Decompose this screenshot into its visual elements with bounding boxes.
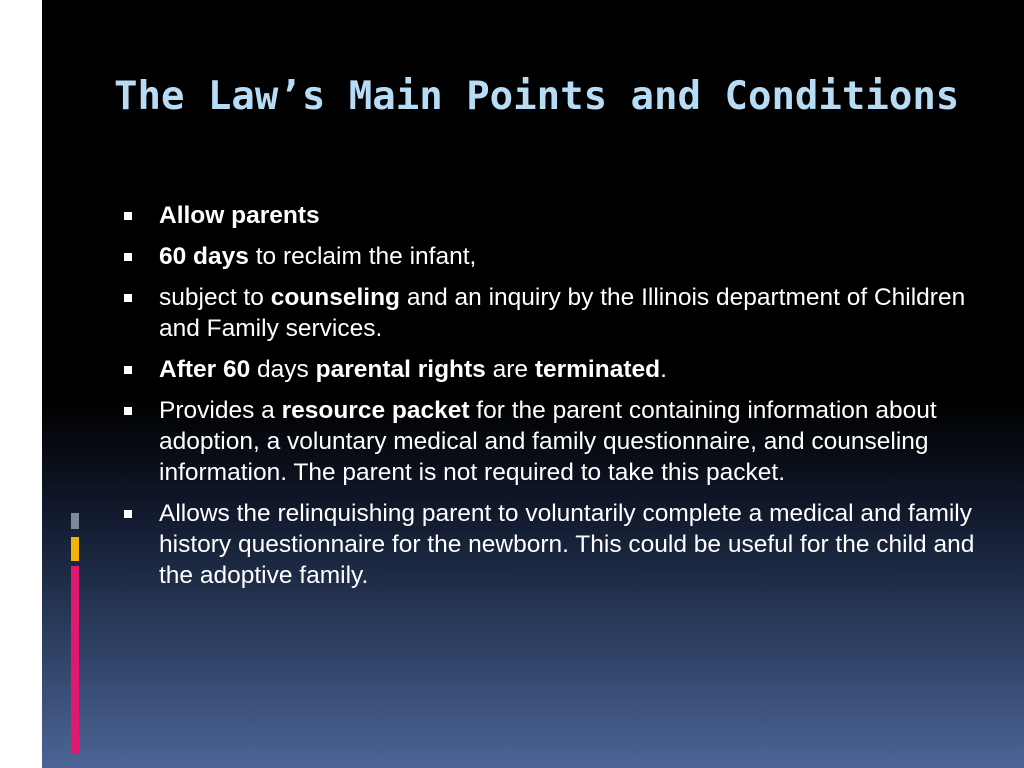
bullet-text: Provides a bbox=[159, 397, 282, 424]
bullet-text-bold: resource packet bbox=[281, 397, 470, 424]
bullet-text-bold: Allow parents bbox=[159, 202, 320, 229]
bullet-item bbox=[120, 282, 980, 344]
bullet-text-bold: terminated bbox=[534, 356, 661, 383]
bullet-text: days bbox=[250, 356, 316, 383]
bullet-text-bold: After 60 bbox=[159, 356, 251, 383]
bullet-text: are bbox=[485, 356, 535, 383]
bullet-item bbox=[120, 354, 980, 385]
bullet-item bbox=[120, 498, 980, 591]
square-bullet-icon bbox=[124, 212, 132, 220]
bullet-text-bold: 60 days bbox=[159, 243, 249, 270]
square-bullet-icon bbox=[124, 253, 132, 261]
bullet-text: subject to bbox=[159, 284, 271, 311]
square-bullet-icon bbox=[124, 510, 132, 518]
bullet-text-bold: parental rights bbox=[315, 356, 486, 383]
bullet-item bbox=[120, 200, 980, 231]
square-bullet-icon bbox=[124, 294, 132, 302]
slide-title: The Law’s Main Points and Conditions bbox=[114, 74, 960, 119]
square-bullet-icon bbox=[124, 407, 132, 415]
bullet-item bbox=[120, 395, 980, 488]
bullet-text-bold: counseling bbox=[270, 284, 401, 311]
accent-bar-gray bbox=[71, 513, 79, 529]
bullet-text: to reclaim the infant, bbox=[248, 243, 477, 270]
accent-bar-yellow bbox=[71, 537, 79, 561]
bullet-text: for the parent containing information about adoption, a voluntary medical and family questionnaire, and counseling information. The parent is not required to take this packet. bbox=[159, 397, 937, 486]
bullet-text: . bbox=[660, 356, 667, 383]
accent-bar-pink bbox=[71, 566, 79, 754]
bullet-text: Allows the relinquishing parent to voluntarily complete a medical and family history questionnaire for the newborn. This could be useful for the child and the adoptive family. bbox=[159, 500, 975, 589]
bullet-text: and an inquiry by the Illinois department of Children and Family services. bbox=[159, 284, 966, 342]
square-bullet-icon bbox=[124, 366, 132, 374]
bullet-item bbox=[120, 241, 980, 272]
bullet-list bbox=[120, 200, 980, 601]
